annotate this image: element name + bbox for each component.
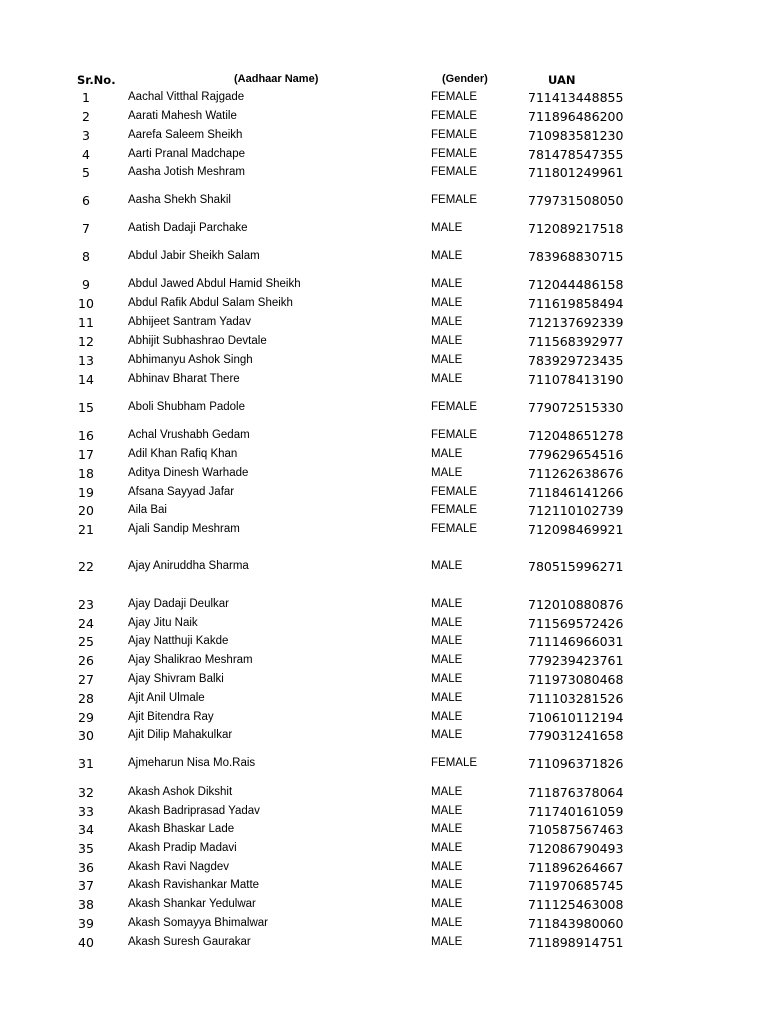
row-name: Achal Vrushabh Gedam (128, 429, 250, 441)
table-row (0, 89, 768, 107)
row-uan: 712137692339 (528, 315, 624, 330)
row-uan: 712010880876 (528, 597, 624, 612)
row-srno: 7 (82, 221, 90, 236)
row-uan: 779731508050 (528, 193, 624, 208)
row-name: Aarati Mahesh Watile (128, 110, 237, 122)
row-name: Aatish Dadaji Parchake (128, 222, 248, 234)
row-gender: MALE (431, 354, 463, 366)
row-name: Ajay Aniruddha Sharma (128, 560, 249, 572)
row-srno: 20 (78, 503, 94, 518)
table-row (0, 108, 768, 126)
row-gender: MALE (431, 898, 463, 910)
table-row (0, 596, 768, 614)
row-gender: MALE (431, 448, 463, 460)
row-uan: 711146966031 (528, 634, 624, 649)
row-uan: 781478547355 (528, 147, 624, 162)
row-srno: 14 (78, 372, 94, 387)
row-srno: 34 (78, 822, 94, 837)
row-gender: FEMALE (431, 486, 478, 498)
table-row (0, 859, 768, 877)
table-row (0, 502, 768, 520)
row-gender: MALE (431, 250, 463, 262)
row-name: Aditya Dinesh Warhade (128, 467, 249, 479)
table-row (0, 484, 768, 502)
row-name: Abdul Rafik Abdul Salam Sheikh (128, 297, 293, 309)
row-uan: 711096371826 (528, 756, 624, 771)
table-row (0, 399, 768, 417)
row-srno: 26 (78, 653, 94, 668)
row-uan: 711413448855 (528, 90, 624, 105)
row-gender: MALE (431, 222, 463, 234)
table-row (0, 427, 768, 445)
row-uan: 712089217518 (528, 221, 624, 236)
row-gender: MALE (431, 842, 463, 854)
table-row (0, 784, 768, 802)
row-gender: MALE (431, 936, 463, 948)
row-uan: 711619858494 (528, 296, 624, 311)
header-uan: UAN (548, 73, 576, 87)
row-name: Akash Bhaskar Lade (128, 823, 235, 835)
row-uan: 711740161059 (528, 804, 624, 819)
row-uan: 711970685745 (528, 878, 624, 893)
row-uan: 783968830715 (528, 249, 624, 264)
row-gender: FEMALE (431, 91, 478, 103)
row-srno: 15 (78, 400, 94, 415)
table-row (0, 333, 768, 351)
row-name: Aachal Vitthal Rajgade (128, 91, 245, 103)
row-name: Akash Ravi Nagdev (128, 861, 229, 873)
row-gender: FEMALE (431, 401, 478, 413)
row-uan: 711078413190 (528, 372, 624, 387)
row-name: Ajit Dilip Mahakulkar (128, 729, 233, 741)
row-name: Ajali Sandip Meshram (128, 523, 240, 535)
row-srno: 1 (82, 90, 90, 105)
row-uan: 779239423761 (528, 653, 624, 668)
row-srno: 25 (78, 634, 94, 649)
row-gender: MALE (431, 335, 463, 347)
row-uan: 712110102739 (528, 503, 624, 518)
row-name: Ajay Jitu Naik (128, 617, 198, 629)
row-uan: 711876378064 (528, 785, 624, 800)
row-uan: 711898914751 (528, 935, 624, 950)
row-gender: FEMALE (431, 148, 478, 160)
row-name: Abdul Jabir Sheikh Salam (128, 250, 260, 262)
row-srno: 4 (82, 147, 90, 162)
row-srno: 3 (82, 128, 90, 143)
row-srno: 10 (78, 296, 94, 311)
row-name: Aasha Shekh Shakil (128, 194, 231, 206)
row-gender: MALE (431, 560, 463, 572)
row-gender: MALE (431, 316, 463, 328)
row-gender: MALE (431, 861, 463, 873)
row-name: Akash Badriprasad Yadav (128, 805, 260, 817)
row-srno: 28 (78, 691, 94, 706)
row-name: Ajmeharun Nisa Mo.Rais (128, 757, 256, 769)
row-name: Abdul Jawed Abdul Hamid Sheikh (128, 278, 301, 290)
row-name: Aboli Shubham Padole (128, 401, 245, 413)
table-row (0, 727, 768, 745)
row-gender: MALE (431, 467, 463, 479)
row-name: Aarefa Saleem Sheikh (128, 129, 243, 141)
row-name: Ajay Natthuji Kakde (128, 635, 229, 647)
row-name: Akash Suresh Gaurakar (128, 936, 251, 948)
table-row (0, 877, 768, 895)
row-gender: FEMALE (431, 110, 478, 122)
row-uan: 710983581230 (528, 128, 624, 143)
row-srno: 33 (78, 804, 94, 819)
row-srno: 11 (78, 315, 94, 330)
row-name: Aila Bai (128, 504, 167, 516)
row-gender: MALE (431, 635, 463, 647)
row-srno: 38 (78, 897, 94, 912)
row-name: Aarti Pranal Madchape (128, 148, 245, 160)
row-uan: 711569572426 (528, 616, 624, 631)
row-gender: MALE (431, 617, 463, 629)
row-uan: 711843980060 (528, 916, 624, 931)
row-gender: MALE (431, 598, 463, 610)
row-gender: MALE (431, 673, 463, 685)
table-row (0, 558, 768, 576)
row-srno: 37 (78, 878, 94, 893)
table-header (0, 71, 768, 89)
row-gender: MALE (431, 278, 463, 290)
row-name: Abhinav Bharat There (128, 373, 240, 385)
row-uan: 712086790493 (528, 841, 624, 856)
row-gender: MALE (431, 297, 463, 309)
table-row (0, 671, 768, 689)
row-name: Akash Somayya Bhimalwar (128, 917, 268, 929)
row-srno: 30 (78, 728, 94, 743)
row-srno: 23 (78, 597, 94, 612)
table-row (0, 371, 768, 389)
row-srno: 24 (78, 616, 94, 631)
row-name: Abhijeet Santram Yadav (128, 316, 251, 328)
row-srno: 36 (78, 860, 94, 875)
table-row (0, 220, 768, 238)
row-uan: 779629654516 (528, 447, 624, 462)
row-uan: 710587567463 (528, 822, 624, 837)
row-uan: 779072515330 (528, 400, 624, 415)
table-row (0, 690, 768, 708)
row-name: Ajit Anil Ulmale (128, 692, 205, 704)
row-gender: MALE (431, 692, 463, 704)
row-srno: 16 (78, 428, 94, 443)
table-row (0, 314, 768, 332)
row-srno: 2 (82, 109, 90, 124)
row-srno: 6 (82, 193, 90, 208)
row-uan: 711896486200 (528, 109, 624, 124)
row-gender: MALE (431, 786, 463, 798)
table-row (0, 248, 768, 266)
table-row (0, 821, 768, 839)
row-gender: MALE (431, 711, 463, 723)
table-row (0, 146, 768, 164)
table-row (0, 709, 768, 727)
row-gender: FEMALE (431, 504, 478, 516)
row-uan: 712044486158 (528, 277, 624, 292)
row-uan: 783929723435 (528, 353, 624, 368)
row-name: Aasha Jotish Meshram (128, 166, 245, 178)
row-gender: FEMALE (431, 129, 478, 141)
table-row (0, 192, 768, 210)
row-srno: 31 (78, 756, 94, 771)
row-gender: MALE (431, 879, 463, 891)
row-srno: 35 (78, 841, 94, 856)
row-gender: FEMALE (431, 429, 478, 441)
row-name: Akash Ashok Dikshit (128, 786, 233, 798)
row-name: Ajit Bitendra Ray (128, 711, 214, 723)
row-gender: MALE (431, 373, 463, 385)
table-row (0, 803, 768, 821)
row-uan: 711896264667 (528, 860, 624, 875)
row-gender: FEMALE (431, 166, 478, 178)
row-srno: 12 (78, 334, 94, 349)
row-uan: 780515996271 (528, 559, 624, 574)
row-name: Abhijit Subhashrao Devtale (128, 335, 267, 347)
row-srno: 8 (82, 249, 90, 264)
table-row (0, 521, 768, 539)
header-gender: (Gender) (442, 73, 488, 85)
header-name: (Aadhaar Name) (234, 73, 319, 85)
row-uan: 711973080468 (528, 672, 624, 687)
row-srno: 13 (78, 353, 94, 368)
row-name: Ajay Shivram Balki (128, 673, 224, 685)
row-name: Afsana Sayyad Jafar (128, 486, 235, 498)
row-uan: 711262638676 (528, 466, 624, 481)
row-name: Ajay Dadaji Deulkar (128, 598, 229, 610)
header-srno: Sr.No. (77, 73, 116, 87)
row-srno: 29 (78, 710, 94, 725)
table-row (0, 295, 768, 313)
row-gender: MALE (431, 917, 463, 929)
row-srno: 19 (78, 485, 94, 500)
row-uan: 779031241658 (528, 728, 624, 743)
row-name: Adil Khan Rafiq Khan (128, 448, 238, 460)
table-row (0, 896, 768, 914)
table-row (0, 652, 768, 670)
table-row (0, 615, 768, 633)
table-row (0, 127, 768, 145)
table-row (0, 840, 768, 858)
row-name: Akash Ravishankar Matte (128, 879, 260, 891)
row-gender: MALE (431, 823, 463, 835)
row-srno: 18 (78, 466, 94, 481)
table-row (0, 633, 768, 651)
table-row (0, 755, 768, 773)
row-srno: 40 (78, 935, 94, 950)
row-gender: FEMALE (431, 757, 478, 769)
row-srno: 39 (78, 916, 94, 931)
row-name: Abhimanyu Ashok Singh (128, 354, 253, 366)
table-row (0, 276, 768, 294)
row-srno: 5 (82, 165, 90, 180)
row-gender: MALE (431, 729, 463, 741)
table-row (0, 352, 768, 370)
row-gender: FEMALE (431, 523, 478, 535)
row-name: Akash Pradip Madavi (128, 842, 237, 854)
row-uan: 711801249961 (528, 165, 624, 180)
row-srno: 9 (82, 277, 90, 292)
row-srno: 22 (78, 559, 94, 574)
row-srno: 17 (78, 447, 94, 462)
row-uan: 711125463008 (528, 897, 624, 912)
table-row (0, 934, 768, 952)
row-uan: 711568392977 (528, 334, 624, 349)
row-srno: 32 (78, 785, 94, 800)
row-uan: 711103281526 (528, 691, 624, 706)
table-row (0, 915, 768, 933)
row-gender: MALE (431, 654, 463, 666)
row-srno: 27 (78, 672, 94, 687)
row-name: Ajay Shalikrao Meshram (128, 654, 253, 666)
row-srno: 21 (78, 522, 94, 537)
table-row (0, 465, 768, 483)
row-uan: 711846141266 (528, 485, 624, 500)
row-gender: MALE (431, 805, 463, 817)
row-uan: 712098469921 (528, 522, 624, 537)
table-row (0, 446, 768, 464)
row-uan: 710610112194 (528, 710, 624, 725)
row-name: Akash Shankar Yedulwar (128, 898, 256, 910)
row-gender: FEMALE (431, 194, 478, 206)
row-uan: 712048651278 (528, 428, 624, 443)
table-row (0, 164, 768, 182)
